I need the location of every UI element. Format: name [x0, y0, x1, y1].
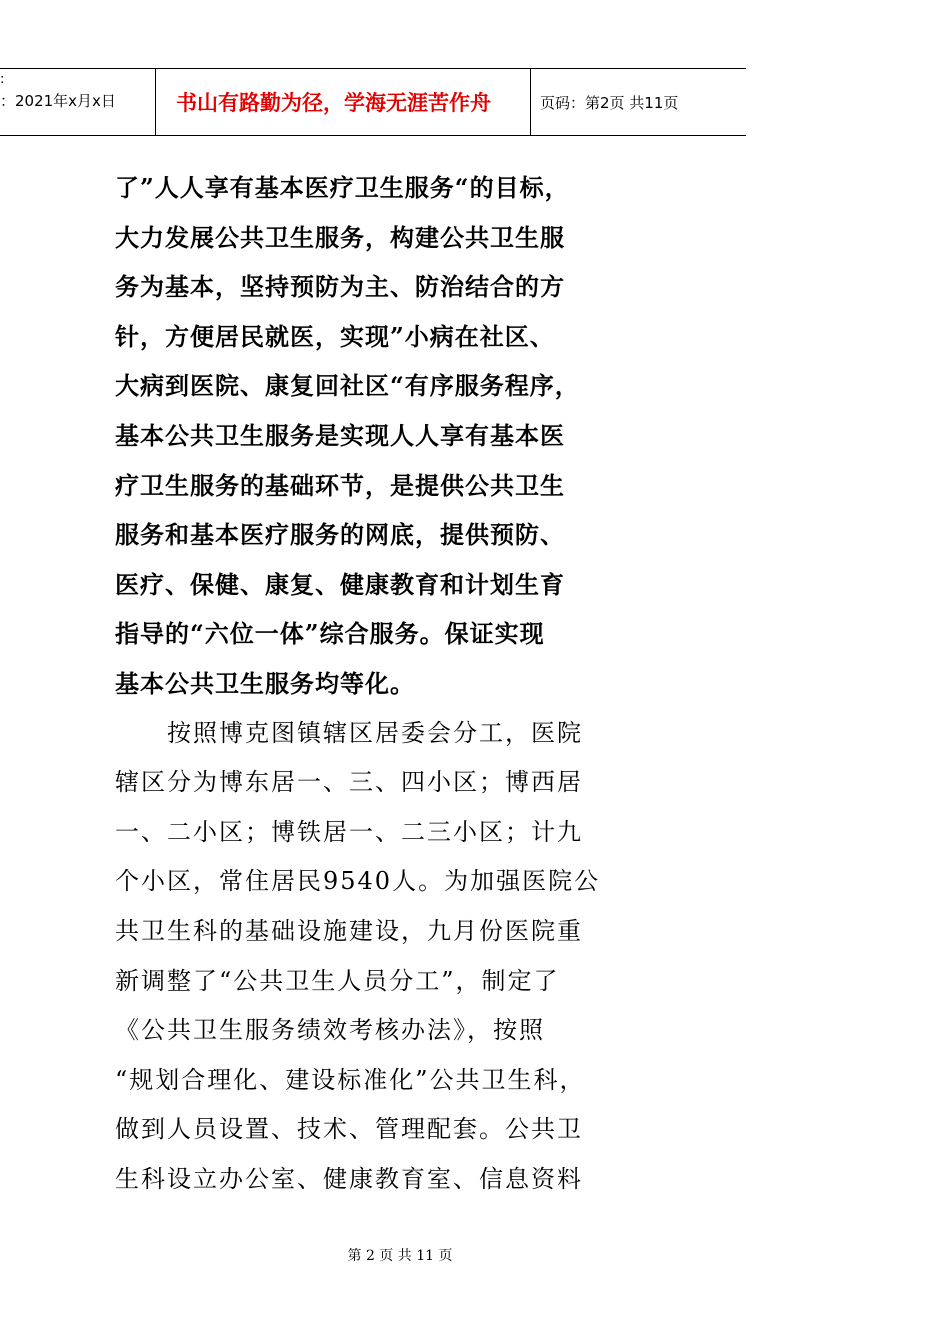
- text-line: 疗卫生服务的基础环节，是提供公共卫生: [115, 470, 565, 500]
- text-line: 一、二小区；博铁居一、二三小区；计九: [115, 817, 583, 846]
- header-page-info: 页码：第2页 共11页: [540, 94, 679, 112]
- text-line: 针，方便居民就医，实现”小病在社区、: [115, 321, 555, 351]
- text-line: 《公共卫生服务绩效考核办法》，按照: [115, 1016, 545, 1045]
- text-line: 基本公共卫生服务是实现人人享有基本医: [115, 420, 565, 450]
- text-line: 务为基本，坚持预防为主、防治结合的方: [115, 272, 565, 302]
- header-motto: 书山有路勤为径，学海无涯苦作舟: [176, 90, 491, 115]
- header-motto-cell: [156, 69, 531, 135]
- document-body: [115, 163, 615, 1204]
- paragraph-normal: [115, 709, 615, 1205]
- text-line: 按照博克图镇辖区居委会分工，医院: [115, 718, 583, 747]
- text-line: 指导的“六位一体”综合服务。保证实现: [115, 619, 545, 649]
- text-line: 大病到医院、康复回社区“有序服务程序，: [115, 371, 580, 401]
- text-line: 医疗、保健、康复、健康教育和计划生育: [115, 569, 565, 599]
- header-colon: :: [0, 72, 5, 87]
- text-line: 生科设立办公室、健康教育室、信息资料: [115, 1164, 583, 1193]
- page-footer: 第 2 页 共 11 页: [347, 1248, 453, 1264]
- text-line: 大力发展公共卫生服务，构建公共卫生服: [115, 222, 565, 252]
- document-header: [0, 68, 746, 136]
- paragraph-bold: [115, 163, 615, 709]
- text-line: 基本公共卫生服务均等化。: [115, 668, 415, 698]
- header-page-cell: [531, 69, 746, 135]
- text-line: 个小区，常住居民9540人。为加强医院公: [115, 867, 601, 896]
- text-line: 辖区分为博东居一、三、四小区；博西居: [115, 768, 583, 797]
- text-line: 共卫生科的基础设施建设，九月份医院重: [115, 916, 583, 945]
- text-line: 做到人员设置、技术、管理配套。公共卫: [115, 1115, 583, 1144]
- text-line: 新调整了“公共卫生人员分工”，制定了: [115, 966, 560, 995]
- text-line: 了”人人享有基本医疗卫生服务“的目标，: [115, 173, 570, 202]
- header-date: ：2021年x月x日: [0, 92, 116, 110]
- header-date-cell: [0, 69, 156, 135]
- text-line: “规划合理化、建设标准化”公共卫生科，: [115, 1065, 586, 1094]
- text-line: 服务和基本医疗服务的网底，提供预防、: [115, 520, 565, 550]
